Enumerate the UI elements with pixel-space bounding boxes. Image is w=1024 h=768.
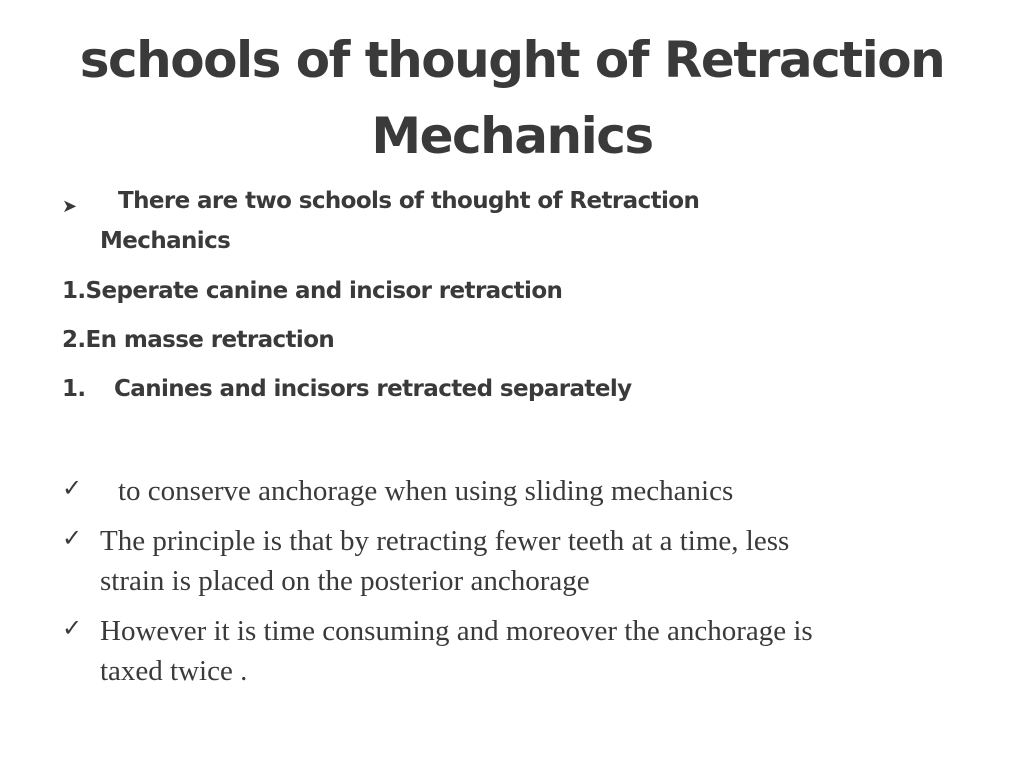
slide-title	[40, 22, 984, 174]
list-item-separate-retraction: 1.Seperate canine and incisor retraction	[62, 278, 563, 304]
checkmark-icon: ✓	[62, 474, 83, 502]
check-item-2-line-1: The principle is that by retracting fewer teeth at a time, less	[100, 525, 790, 557]
check-item-3-line-2: taxed twice .	[100, 655, 248, 687]
check-item-1: to conserve anchorage when using sliding mechanics	[118, 475, 734, 507]
title-line-2: Mechanics	[371, 107, 653, 165]
check-item-3-line-1: However it is time consuming and moreover the anchorage is	[100, 615, 813, 647]
checkmark-icon: ✓	[62, 524, 83, 552]
checkmark-icon: ✓	[62, 614, 83, 642]
numbered-heading: Canines and incisors retracted separately	[114, 376, 632, 402]
title-line-1: schools of thought of Retraction	[79, 31, 945, 89]
intro-bullet-line-2: Mechanics	[100, 228, 231, 254]
intro-bullet-line-1: There are two schools of thought of Retraction	[118, 188, 700, 214]
arrow-bullet-icon: ➤	[62, 196, 78, 217]
list-item-en-masse: 2.En masse retraction	[62, 327, 335, 353]
check-item-2-line-2: strain is placed on the posterior anchorage	[100, 565, 590, 597]
numbered-marker: 1.	[62, 376, 86, 402]
